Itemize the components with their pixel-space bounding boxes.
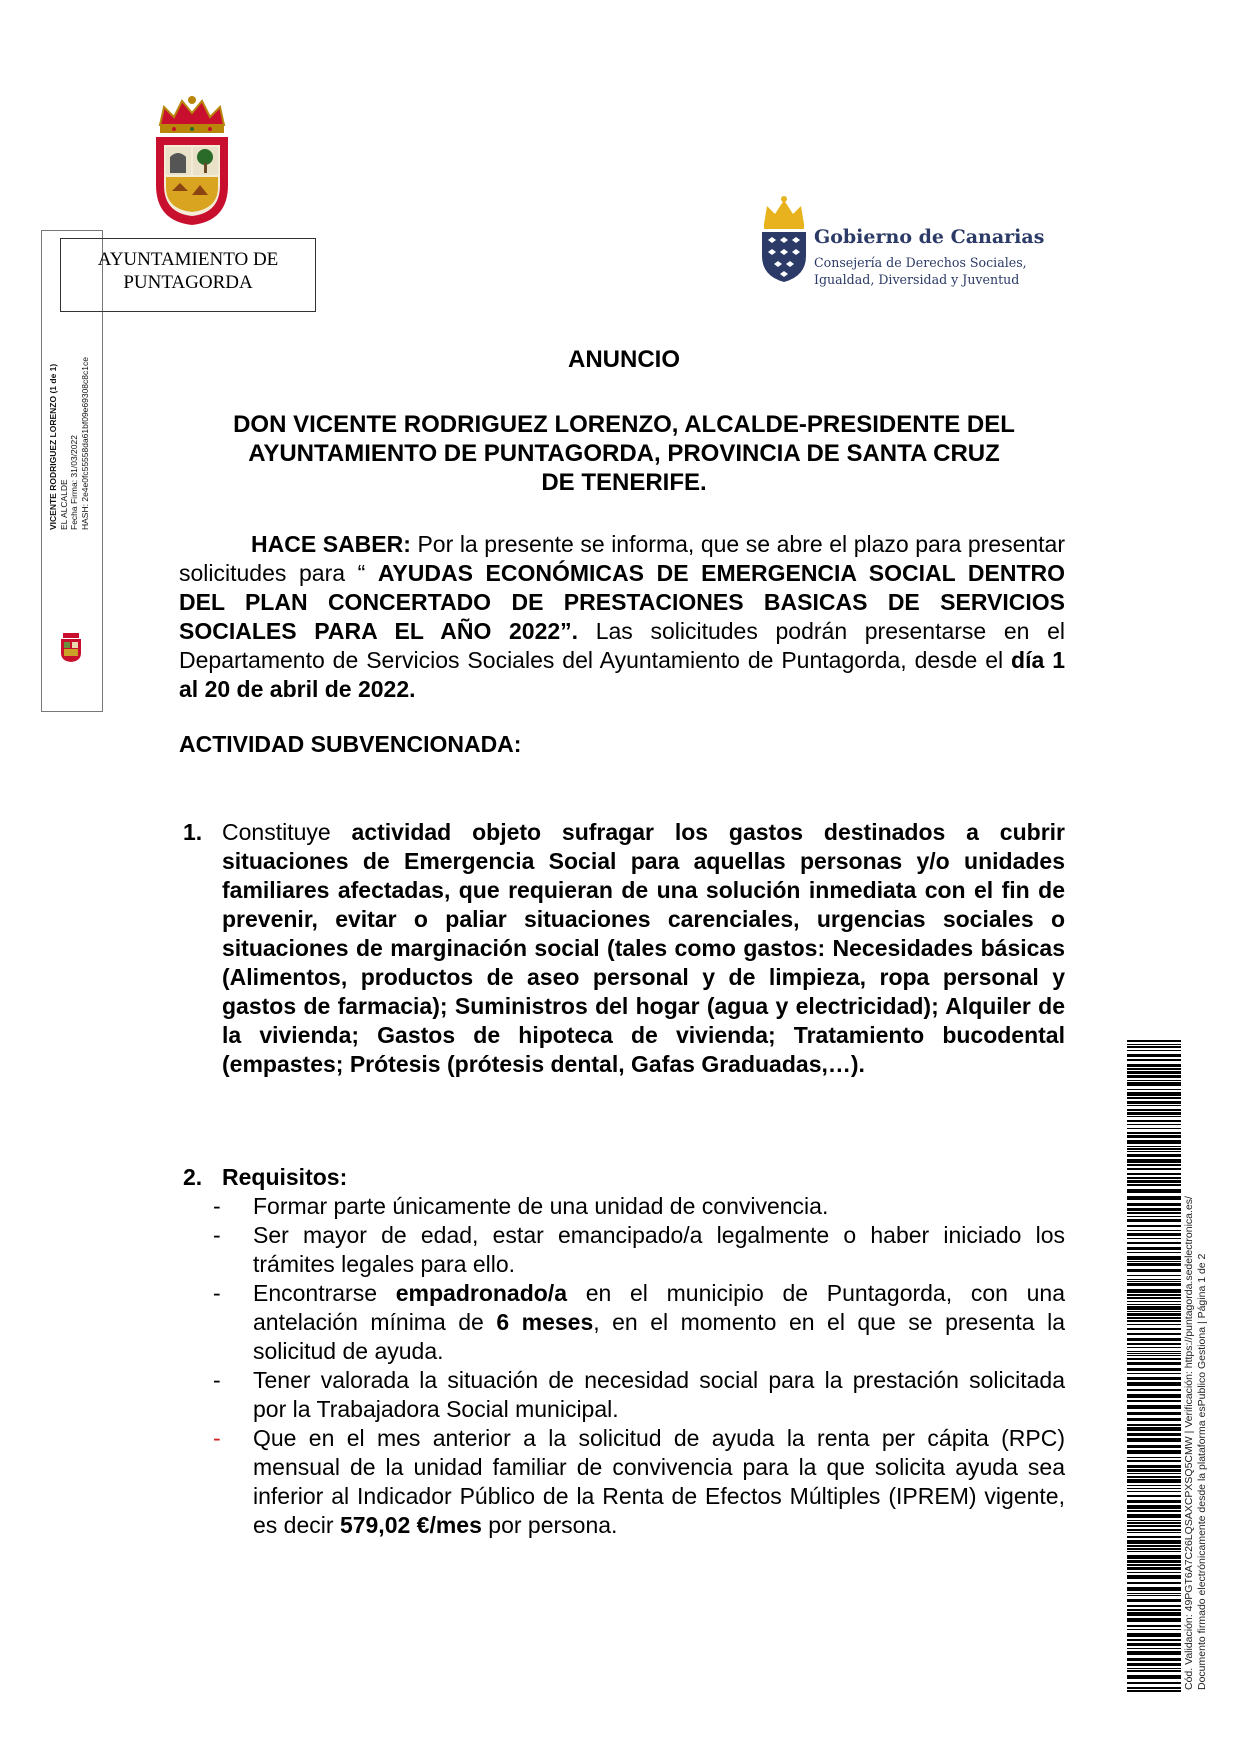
barcode-bar — [1127, 1283, 1181, 1286]
barcode-bar — [1127, 1159, 1181, 1163]
barcode-bar — [1127, 1173, 1181, 1175]
item1-lead: Constituye — [222, 819, 352, 845]
barcode-bar — [1127, 1514, 1181, 1518]
barcode-bar — [1127, 1279, 1181, 1280]
barcode-bar — [1127, 1289, 1181, 1293]
barcode-bar — [1127, 1263, 1181, 1266]
item1-text: actividad objeto sufragar los gastos destinados a cubrir situaciones de Emergencia Social para aquellas personas y/o unidades familiares afectadas, que requieran de una solución inmediata con el fin de prevenir, evitar o paliar situaciones carenciales, urgencias sociales o situaciones de marginación social (tales como gastos: Necesidades básicas (Alimentos, productos de aseo personal y de limpieza, ropa personal y gastos de farmacia); Suministros del hogar (agua y electricidad); Alquiler de la vivienda; Gastos de hipoteca de vivienda; Tratamiento bucodental (empastes; Prótesis (prótesis dental, Gafas Graduadas,…). — [222, 819, 1065, 1077]
barcode-bar — [1127, 1301, 1181, 1302]
barcode-bar — [1127, 1297, 1181, 1299]
barcode-bar — [1127, 1551, 1181, 1552]
barcode-bar — [1127, 1071, 1181, 1074]
barcode-bar — [1127, 1599, 1181, 1602]
heading-line1: DON VICENTE RODRIGUEZ LORENZO, ALCALDE-PRESIDENTE DEL — [233, 411, 1015, 438]
requirement-3-text-b: empadronado/a — [395, 1280, 567, 1306]
barcode-bar — [1127, 1687, 1181, 1689]
barcode-bar — [1127, 1445, 1181, 1448]
barcode-bar — [1127, 1333, 1181, 1335]
barcode-bar — [1127, 1668, 1181, 1669]
barcode-bar — [1127, 1473, 1181, 1474]
barcode-bar — [1127, 1225, 1181, 1227]
barcode-bar — [1127, 1522, 1181, 1524]
barcode-bar — [1127, 1389, 1181, 1391]
barcode-bar — [1127, 1347, 1181, 1348]
barcode-bar — [1127, 1128, 1181, 1129]
requirement-2-text: Ser mayor de edad, estar emancipado/a legalmente o haber iniciado los trámites legales para ello. — [253, 1222, 1065, 1277]
barcode-bar — [1127, 1105, 1181, 1106]
barcode-bar — [1127, 1092, 1181, 1096]
barcode-bar — [1127, 1064, 1181, 1067]
barcode-bar — [1127, 1154, 1181, 1157]
gobierno-subtitle-line1: Consejería de Derechos Sociales, — [814, 255, 1027, 270]
barcode-bar — [1127, 1377, 1181, 1380]
mini-crest-icon — [58, 633, 84, 663]
barcode-bar — [1127, 1353, 1181, 1354]
verification-line2: Documento firmado electrónicamente desde la plataforma esPublico Gestiona | Página 1 de 2 — [1195, 1253, 1208, 1690]
barcode-bar — [1127, 1242, 1181, 1244]
barcode-bar — [1127, 1675, 1181, 1679]
barcode-bar — [1127, 1219, 1181, 1222]
barcode-bar — [1127, 1089, 1181, 1090]
barcode-bar — [1127, 1450, 1181, 1454]
barcode-bar — [1127, 1050, 1181, 1051]
requirement-2 — [213, 1221, 1065, 1279]
item2-title: Requisitos: — [222, 1164, 348, 1190]
barcode-bar — [1127, 1625, 1181, 1627]
barcode-bar — [1127, 1424, 1181, 1426]
verification-text — [1183, 1060, 1208, 1690]
list-item-2 — [183, 1163, 1065, 1540]
barcode-bar — [1127, 1373, 1181, 1374]
barcode-bar — [1127, 1101, 1181, 1104]
barcode-bar — [1127, 1256, 1181, 1260]
barcode-bar — [1127, 1505, 1181, 1509]
barcode-bar — [1127, 1233, 1181, 1236]
barcode-bar — [1127, 1324, 1181, 1325]
barcode-bar — [1127, 1135, 1181, 1138]
requirement-5-text-c: por persona. — [481, 1512, 618, 1538]
barcode-bar — [1127, 1075, 1181, 1078]
requirement-3-text-a: Encontrarse — [253, 1280, 396, 1306]
barcode-bar — [1127, 1355, 1181, 1356]
barcode-bar — [1127, 1618, 1181, 1622]
barcode-bar — [1127, 1132, 1181, 1134]
barcode-bar — [1127, 1532, 1181, 1533]
barcode-bar — [1127, 1294, 1181, 1296]
barcode-bar — [1127, 1382, 1181, 1386]
barcode-bar — [1127, 1536, 1181, 1538]
intro-text1: Por la presente se informa, que se abre el plazo para presentar solicitudes para “ — [179, 531, 1065, 586]
barcode-bar — [1127, 1412, 1181, 1415]
requirement-3-text-d: 6 meses — [496, 1309, 594, 1335]
barcode-bar — [1127, 1148, 1181, 1150]
barcode-bar — [1127, 1457, 1181, 1458]
barcode-bar — [1127, 1261, 1181, 1262]
barcode-bar — [1127, 1189, 1181, 1193]
barcode-bar — [1127, 1275, 1181, 1276]
barcode-bar — [1127, 1400, 1181, 1402]
barcode-bar — [1127, 1080, 1181, 1081]
barcode-bar — [1127, 1269, 1181, 1272]
barcode-bar — [1127, 1465, 1181, 1468]
barcode-bar — [1127, 1068, 1181, 1070]
barcode-bar — [1127, 1311, 1181, 1312]
barcode-bar — [1127, 1682, 1181, 1684]
barcode-bar — [1127, 1196, 1181, 1200]
intro-dates: día 1 al 20 de abril de 2022. — [179, 647, 1065, 702]
barcode-bar — [1127, 1460, 1181, 1462]
barcode-bar — [1127, 1140, 1181, 1144]
barcode-bar — [1127, 1394, 1181, 1398]
barcode-bar — [1127, 1146, 1181, 1147]
barcode-bar — [1127, 1212, 1181, 1214]
signature-text — [48, 110, 98, 530]
barcode-bar — [1127, 1054, 1181, 1057]
barcode-bar — [1127, 1203, 1181, 1206]
barcode-bar — [1127, 1046, 1181, 1048]
barcode-bar — [1127, 1491, 1181, 1492]
barcode-bar — [1127, 1612, 1181, 1616]
barcode-bar — [1127, 1306, 1181, 1310]
requirement-dash: - — [213, 1280, 221, 1306]
section-title-actividad: ACTIVIDAD SUBVENCIONADA: — [179, 731, 522, 757]
barcode-bar — [1127, 1485, 1181, 1486]
barcode-bar — [1127, 1567, 1181, 1570]
barcode-bar — [1127, 1639, 1181, 1641]
barcode-bar — [1127, 1040, 1181, 1042]
requirement-dash-red: - — [213, 1425, 221, 1451]
barcode-bar — [1127, 1479, 1181, 1483]
heading-line3: DE TENERIFE. — [541, 469, 707, 496]
barcode-bar — [1127, 1252, 1181, 1253]
gobierno-canarias-emblem-icon — [758, 196, 810, 282]
barcode-bar — [1127, 1368, 1181, 1371]
requirement-1 — [213, 1192, 1065, 1221]
barcode-bar — [1127, 1469, 1181, 1472]
intro-text2: Las solicitudes podrán presentarse en el Departamento de Servicios Sociales del Ayuntamiento de Puntagorda, desde el — [179, 618, 1066, 673]
requirement-dash: - — [213, 1367, 221, 1393]
barcode-bar — [1127, 1317, 1181, 1319]
verification-line1: Cód. Validación: 49PGT6A7C26LQSAXCPXSQ5CMW | Verificación: https://puntagorda.sedelectronica.es/ — [1183, 1196, 1195, 1690]
barcode-bar — [1127, 1595, 1181, 1596]
signature-role: EL ALCALDE — [58, 479, 69, 530]
barcode-bar — [1127, 1629, 1181, 1630]
requirement-3 — [213, 1279, 1066, 1366]
requirement-dash: - — [213, 1193, 221, 1219]
barcode-bar — [1127, 1097, 1181, 1099]
barcode-bar — [1127, 1124, 1181, 1125]
barcode-bar — [1127, 1358, 1181, 1360]
barcode-bar — [1127, 1362, 1181, 1365]
barcode-bar — [1127, 1525, 1181, 1527]
document-title: ANUNCIO — [568, 346, 680, 373]
intro-program: AYUDAS ECONÓMICAS DE EMERGENCIA SOCIAL DENTRO DEL PLAN CONCERTADO DE PRESTACIONES BASICAS DE SERVICIOS SOCIALES PARA EL AÑO 2022”. — [179, 560, 1065, 644]
barcode-bar — [1127, 1564, 1181, 1566]
requirement-3-text-c: en el municipio de Puntagorda, con una antelación mínima de — [253, 1280, 1066, 1335]
barcode-bar — [1127, 1476, 1181, 1478]
barcode-bar — [1127, 1540, 1181, 1544]
barcode-bar — [1127, 1572, 1181, 1573]
barcode-bar — [1127, 1180, 1181, 1183]
gobierno-title: Gobierno de Canarias — [814, 226, 1045, 248]
barcode-bar — [1127, 1605, 1181, 1607]
barcode-bar — [1127, 1529, 1181, 1531]
barcode-bar — [1127, 1648, 1181, 1649]
barcode-bar — [1127, 1281, 1181, 1282]
barcode-bar — [1127, 1405, 1181, 1409]
barcode-bar — [1127, 1582, 1181, 1584]
barcode-bar — [1127, 1663, 1181, 1666]
barcode-bar — [1127, 1320, 1181, 1322]
barcode-bar — [1127, 1247, 1181, 1250]
requirement-1-text: Formar parte únicamente de una unidad de convivencia. — [253, 1193, 829, 1219]
barcode-bar — [1127, 1112, 1181, 1115]
barcode-bar — [1127, 1059, 1181, 1061]
barcode-bar — [1127, 1658, 1181, 1661]
barcode-bar — [1127, 1120, 1181, 1122]
barcode-bar — [1127, 1304, 1181, 1305]
ayuntamiento-line1: AYUNTAMIENTO DE — [97, 249, 279, 270]
barcode-bar — [1127, 1427, 1181, 1431]
barcode-icon — [1127, 1040, 1181, 1692]
barcode-bar — [1127, 1044, 1181, 1045]
gobierno-canarias-logo — [758, 196, 1058, 286]
signature-signer: VICENTE RODRIGUEZ LORENZO (1 de 1) — [48, 363, 58, 530]
intro-paragraph — [179, 530, 1065, 704]
barcode-bar — [1127, 1238, 1181, 1239]
requirement-dash: - — [213, 1222, 221, 1248]
barcode-bar — [1127, 1575, 1181, 1579]
barcode-bar — [1127, 1510, 1181, 1512]
requirement-3-text-e: , en el momento en el que se presenta la solicitud de ayuda. — [253, 1309, 1065, 1364]
barcode-bar — [1127, 1208, 1181, 1211]
barcode-bar — [1127, 1560, 1181, 1563]
barcode-bar — [1127, 1433, 1181, 1436]
gobierno-subtitle-line2: Igualdad, Diversidad y Juventud — [814, 272, 1020, 287]
signature-date: Fecha Firma: 31/03/2022 — [69, 435, 79, 530]
barcode-bar — [1127, 1116, 1181, 1117]
barcode-bar — [1127, 1164, 1181, 1166]
barcode-bar — [1127, 1168, 1181, 1170]
barcode-bar — [1127, 1488, 1181, 1489]
barcode-bar — [1127, 1328, 1181, 1330]
barcode-bar — [1127, 1109, 1181, 1111]
intro-lead: HACE SABER: — [251, 531, 411, 557]
barcode-bar — [1127, 1343, 1181, 1345]
barcode-bar — [1127, 1633, 1181, 1637]
barcode-bar — [1127, 1438, 1181, 1442]
barcode-bar — [1127, 1651, 1181, 1655]
requirement-5 — [213, 1424, 1065, 1540]
barcode-bar — [1127, 1643, 1181, 1646]
heading-line2: AYUNTAMIENTO DE PUNTAGORDA, PROVINCIA DE SANTA CRUZ — [248, 440, 1000, 467]
barcode-bar — [1127, 1555, 1181, 1559]
puntagorda-crest-icon — [152, 95, 232, 227]
barcode-bar — [1127, 1670, 1181, 1672]
list-item-1 — [183, 818, 1065, 1079]
item2-number: 2. — [183, 1164, 203, 1190]
barcode-bar — [1127, 1216, 1181, 1217]
barcode-bar — [1127, 1500, 1181, 1503]
document-heading — [179, 410, 1069, 497]
barcode-bar — [1127, 1338, 1181, 1341]
barcode-bar — [1127, 1230, 1181, 1231]
requirement-4-text: Tener valorada la situación de necesidad social para la prestación solicitada por la Trabajadora Social municipal. — [253, 1367, 1065, 1422]
barcode-bar — [1127, 1418, 1181, 1421]
barcode-bar — [1127, 1520, 1181, 1521]
barcode-bar — [1127, 1177, 1181, 1179]
barcode-bar — [1127, 1495, 1181, 1497]
barcode-bar — [1127, 1151, 1181, 1152]
barcode-bar — [1127, 1351, 1181, 1352]
signature-hash: HASH: 2e4e0fc55558da61bf09e69308c8c1ce — [79, 357, 90, 530]
item1-number: 1. — [183, 819, 203, 845]
barcode-bar — [1127, 1548, 1181, 1550]
ayuntamiento-box — [60, 238, 316, 312]
ayuntamiento-line2: PUNTAGORDA — [123, 272, 253, 293]
barcode-bar — [1127, 1545, 1181, 1547]
barcode-bar — [1127, 1313, 1181, 1316]
requirement-5-text-a: Que en el mes anterior a la solicitud de ayuda la renta per cápita (RPC) mensual de la unidad familiar de convivencia para la que solicita ayuda sea inferior al Indicador Público de la Renta de Efectos Múltiples (IPREM) vigente, es decir — [253, 1425, 1065, 1538]
barcode-bar — [1127, 1593, 1181, 1594]
barcode-bar — [1127, 1587, 1181, 1591]
requirement-4 — [213, 1366, 1065, 1424]
barcode-bar — [1127, 1609, 1181, 1611]
barcode-bar — [1127, 1082, 1181, 1086]
barcode-bar — [1127, 1690, 1181, 1692]
barcode-bar — [1127, 1184, 1181, 1186]
requirement-5-text-b: 579,02 €/mes — [339, 1512, 482, 1538]
